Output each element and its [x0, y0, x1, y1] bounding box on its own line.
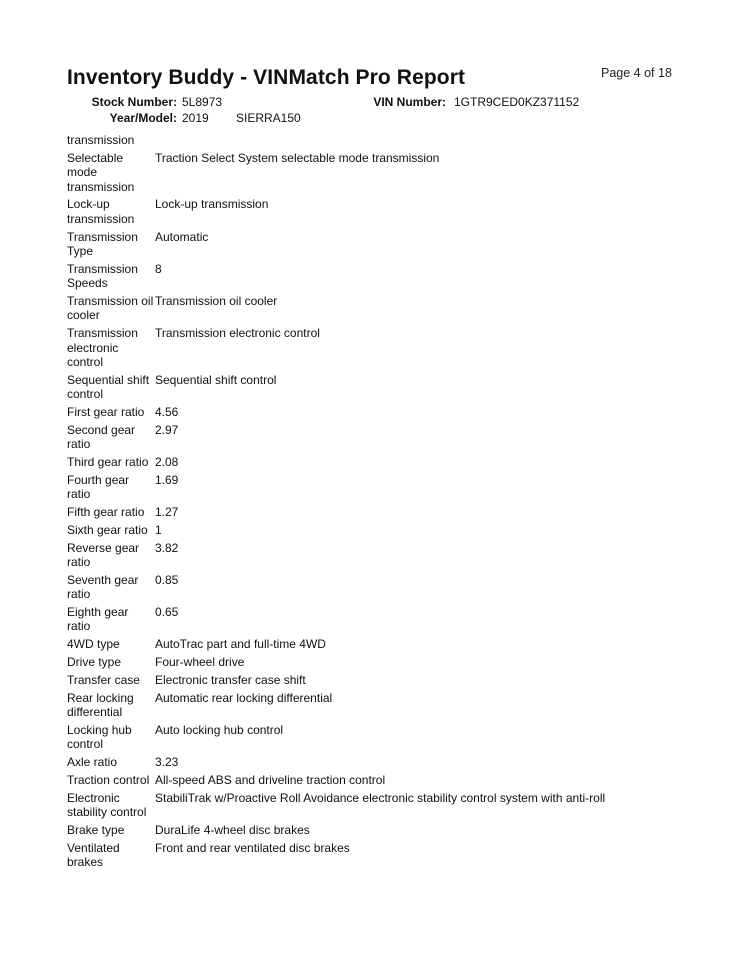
spec-label: Second gear ratio	[67, 422, 136, 452]
spec-label: Ventilated brakes	[67, 840, 120, 870]
spec-value: 2.97	[155, 422, 179, 437]
spec-value: 3.82	[155, 540, 179, 555]
spec-label: Transmission Type	[67, 229, 138, 259]
spec-value: 1.69	[155, 472, 179, 487]
report-title: Inventory Buddy - VINMatch Pro Report	[67, 66, 466, 89]
spec-value: Automatic rear locking differential	[155, 690, 333, 705]
spec-row	[67, 294, 677, 323]
spec-label: Sixth gear ratio	[67, 522, 148, 537]
spec-table	[67, 133, 677, 873]
stock-number-label: Stock Number:	[91, 95, 177, 109]
vin-value: 1GTR9CED0KZ371152	[454, 95, 580, 109]
spec-row	[67, 423, 677, 452]
spec-row	[67, 230, 677, 259]
spec-value: 0.65	[155, 605, 179, 620]
spec-label: Reverse gear ratio	[67, 540, 140, 570]
spec-value: Traction Select System selectable mode transmission	[155, 150, 440, 165]
spec-value: AutoTrac part and full-time 4WD	[155, 637, 326, 652]
spec-label: Locking hub control	[67, 722, 132, 752]
spec-label: Drive type	[67, 655, 122, 670]
spec-label: transmission	[67, 133, 135, 147]
spec-value: 2.08	[155, 455, 179, 470]
spec-row	[67, 823, 677, 837]
spec-label: Electronic stability control	[67, 790, 147, 820]
spec-value: 3.23	[155, 755, 179, 770]
spec-label: Sequential shift control	[67, 372, 150, 402]
spec-label: Third gear ratio	[67, 455, 149, 470]
spec-row	[67, 673, 677, 687]
spec-row	[67, 691, 677, 720]
spec-value: Lock-up transmission	[155, 197, 269, 212]
spec-value: Front and rear ventilated disc brakes	[155, 840, 350, 855]
spec-row	[67, 197, 677, 226]
spec-value: Automatic	[155, 229, 209, 244]
spec-row	[67, 637, 677, 651]
spec-value: Electronic transfer case shift	[155, 672, 306, 687]
page-number: Page 4 of 18	[601, 66, 672, 80]
spec-label: Transmission Speeds	[67, 261, 138, 291]
spec-row	[67, 605, 677, 634]
spec-row	[67, 473, 677, 502]
spec-value: Transmission electronic control	[155, 326, 320, 341]
spec-label: Brake type	[67, 822, 125, 837]
spec-row	[67, 262, 677, 291]
spec-value: 0.85	[155, 572, 179, 587]
spec-value: Transmission oil cooler	[155, 294, 278, 309]
spec-row	[67, 373, 677, 402]
year-value: 2019	[182, 111, 209, 125]
spec-label: Lock-up transmission	[67, 197, 135, 226]
stock-number-value: 5L8973	[182, 95, 223, 109]
spec-row	[67, 655, 677, 669]
spec-value: 8	[155, 261, 162, 276]
spec-row	[67, 523, 677, 537]
spec-value: 4.56	[155, 405, 179, 420]
spec-value: Four-wheel drive	[155, 655, 245, 670]
spec-value: StabiliTrak w/Proactive Roll Avoidance electronic stability control system with anti-roll	[155, 790, 606, 805]
spec-row	[67, 723, 677, 752]
spec-row	[67, 841, 677, 870]
vin-label: VIN Number:	[373, 95, 446, 109]
spec-value	[155, 133, 677, 147]
spec-row	[67, 455, 677, 469]
spec-row	[67, 541, 677, 570]
spec-value: All-speed ABS and driveline traction control	[155, 772, 386, 787]
spec-row	[67, 133, 677, 147]
spec-value: DuraLife 4-wheel disc brakes	[155, 822, 310, 837]
model-value: SIERRA150	[236, 111, 301, 125]
spec-row	[67, 573, 677, 602]
spec-row	[67, 791, 677, 820]
spec-label: Transmission oil cooler	[67, 294, 154, 323]
spec-row	[67, 505, 677, 519]
spec-row	[67, 151, 677, 194]
spec-label: Rear locking differential	[67, 690, 134, 720]
spec-value: Auto locking hub control	[155, 722, 284, 737]
spec-label: Axle ratio	[67, 755, 118, 770]
spec-row	[67, 326, 677, 369]
spec-label: Fifth gear ratio	[67, 505, 145, 520]
spec-label: Transmission electronic control	[67, 326, 138, 370]
spec-value: 1.27	[155, 505, 179, 520]
spec-label: Traction control	[67, 772, 150, 787]
spec-row	[67, 405, 677, 419]
spec-label: First gear ratio	[67, 405, 145, 420]
spec-row	[67, 755, 677, 769]
spec-label: 4WD type	[67, 637, 120, 652]
spec-label: Transfer case	[67, 672, 140, 687]
spec-row	[67, 773, 677, 787]
spec-label: Selectable mode transmission	[67, 150, 135, 194]
spec-value: 1	[155, 522, 162, 537]
spec-label: Eighth gear ratio	[67, 605, 129, 634]
spec-value: Sequential shift control	[155, 372, 277, 387]
year-model-label: Year/Model:	[109, 111, 177, 125]
spec-label: Seventh gear ratio	[67, 572, 139, 602]
spec-label: Fourth gear ratio	[67, 472, 130, 502]
